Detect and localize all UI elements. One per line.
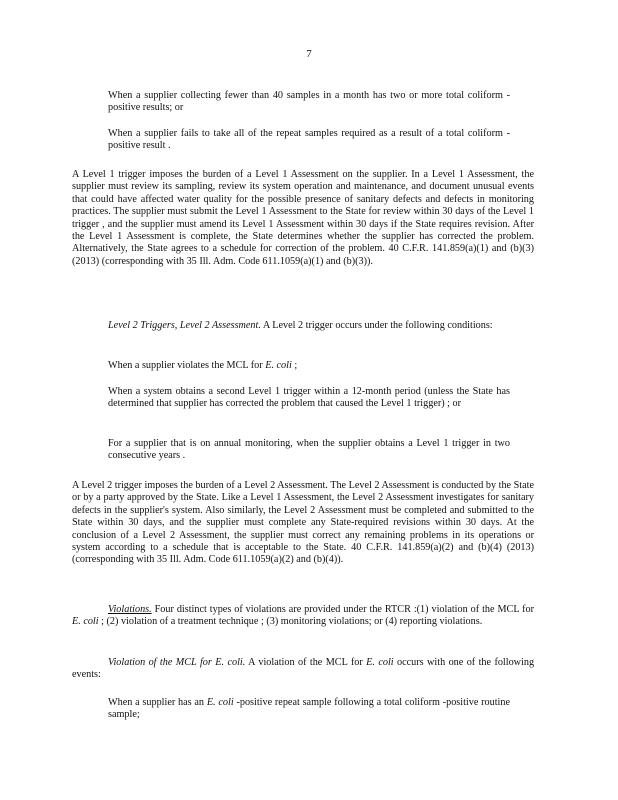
- mcl-violation-text: A violation of the MCL for: [248, 657, 363, 668]
- level2-triggers-paragraph: [72, 320, 534, 332]
- mcl-violation-heading: Violation of the MCL for: [108, 657, 212, 668]
- bullet-text: -positive repeat sample following a total coliform -positive routine sample;: [108, 697, 511, 721]
- ecoli-term: E. coli: [206, 697, 234, 708]
- bullet-item: When a system obtains a second Level 1 trigger within a 12-month period (unless the State has determined that supplier has corrected the problem that caused the Level 1 trigger) ; or: [108, 386, 510, 410]
- level1-paragraph: A Level 1 trigger imposes the burden of a Level 1 Assessment on the supplier. In a Level 1 Assessment, the supplier must review its sampling, review its system operation and maintenance, and document unusual events that could have affected water quality for the possible presence of sanitary defects and defects in monitoring practices. The supplier must submit the Level 1 Assessment to the State for review within 30 days of the Level 1 trigger , and the supplier must amend its Level 1 Assessment within 30 days if the State requires revision. After the Level 1 Assessment is complete, the State determines whether the supplier has corrected the problem. Alternatively, the State agrees to a schedule for correction of the problem. 40 C.F.R. 141.859(a)(1) and (b)(3) (2013) (corresponding with 35 Ill. Adm. Code 611.1059(a)(1) and (b)(3)).: [72, 169, 534, 267]
- bullet-item: When a supplier fails to take all of the repeat samples required as a result of a total coliform -positive result .: [108, 128, 510, 152]
- bullet-item: [108, 697, 510, 722]
- bullet-text: When a supplier violates the MCL for: [108, 360, 263, 371]
- level2-paragraph: A Level 2 trigger imposes the burden of a Level 2 Assessment. The Level 2 Assessment is conducted by the State or by a party approved by the State. Like a Level 1 Assessment, the Level 2 Assessment investigates for sanitary defects in the supplier's system. Also similarly, the Level 2 Assessment must be completed and submitted to the State within 30 days, and the supplier must complete any State-required revisions within 30 days. At the conclusion of a Level 2 Assessment, the supplier must correct any remaining problems in its operations or system according to a schedule that is acceptable to the State. 40 C.F.R. 141.859(a)(2) and (b)(4) (2013) (corresponding with 35 Ill. Adm. Code 611.1059(a)(2) and (b)(4)).: [72, 480, 534, 566]
- violations-text: Four distinct types of violations are provided under the RTCR :(1) violation of the MCL for: [154, 604, 535, 615]
- level2-triggers-heading: Level 2 Triggers,: [108, 320, 178, 331]
- ecoli-term: E. coli: [265, 360, 292, 371]
- bullet-item: For a supplier that is on annual monitoring, when the supplier obtains a Level 1 trigger in two consecutive years .: [108, 438, 510, 462]
- violations-text: ; (2) violation of a treatment technique ; (3) monitoring violations; or (4) reporting violations.: [101, 616, 483, 628]
- bullet-text: ;: [294, 360, 298, 371]
- ecoli-term: E. coli: [366, 657, 394, 668]
- bullet-text: When a supplier has an: [108, 697, 205, 708]
- ecoli-term: E. coli: [72, 616, 99, 628]
- bullet-item: When a supplier collecting fewer than 40 samples in a month has two or more total coliform -positive results; or: [108, 90, 510, 114]
- violations-paragraph: [72, 604, 534, 629]
- level2-assessment-heading: Level 2 Assessment.: [179, 320, 261, 331]
- mcl-violation-paragraph: [72, 657, 534, 682]
- ecoli-term: E. coli.: [215, 657, 246, 668]
- level2-triggers-text: A Level 2 trigger occurs under the following conditions:: [262, 320, 493, 331]
- mcl-violation-text: occurs with one of the following events:: [72, 657, 535, 681]
- bullet-item: [108, 360, 510, 372]
- violations-heading: Violations.: [108, 604, 152, 615]
- page-number: 7: [306, 48, 312, 60]
